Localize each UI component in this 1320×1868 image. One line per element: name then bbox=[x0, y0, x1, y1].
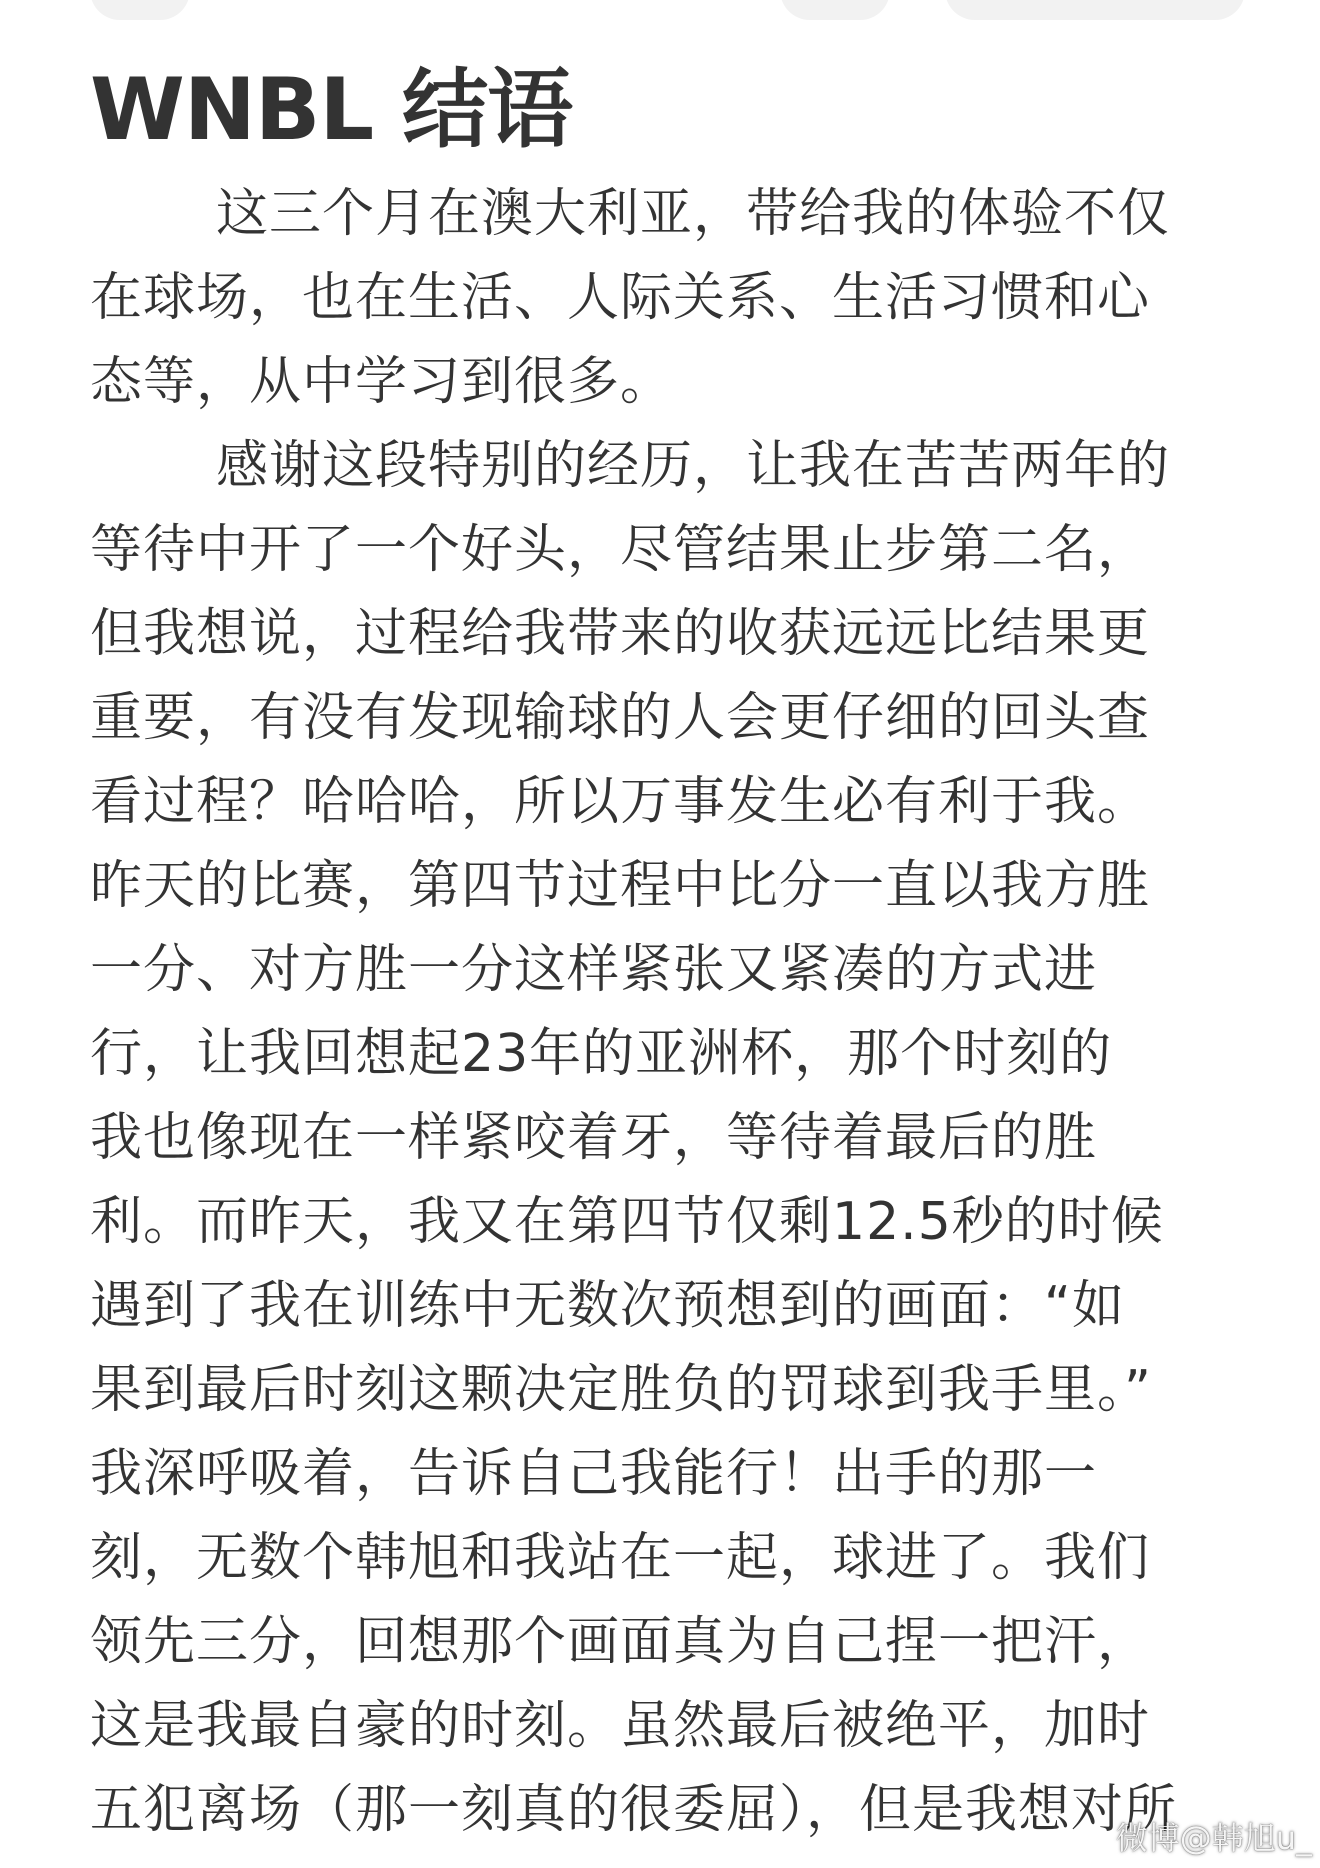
toolbar-button-right[interactable] bbox=[945, 0, 1245, 20]
article-title: WNBL 结语 bbox=[90, 60, 573, 160]
paragraph-line: 等待中开了一个好头，尽管结果止步第二名， bbox=[90, 520, 1151, 580]
toolbar-button-middle[interactable] bbox=[780, 0, 890, 20]
toolbar-button-left[interactable] bbox=[90, 0, 190, 20]
paragraph-line: 昨天的比赛，第四节过程中比分一直以我方胜 bbox=[90, 856, 1151, 916]
paragraph-line: 领先三分，回想那个画面真为自己捏一把汗， bbox=[90, 1612, 1151, 1672]
paragraph-line: 遇到了我在训练中无数次预想到的画面：“如 bbox=[90, 1276, 1125, 1336]
paragraph-line: 这是我最自豪的时刻。虽然最后被绝平，加时 bbox=[90, 1696, 1151, 1756]
paragraph-line: 我也像现在一样紧咬着牙，等待着最后的胜 bbox=[90, 1108, 1098, 1168]
paragraph-2 bbox=[90, 424, 1240, 1852]
paragraph-line: 重要，有没有发现输球的人会更仔细的回头查 bbox=[90, 688, 1151, 748]
paragraph-line: 看过程？哈哈哈，所以万事发生必有利于我。 bbox=[90, 772, 1151, 832]
paragraph-line: 感谢这段特别的经历，让我在苦苦两年的 bbox=[216, 436, 1171, 496]
paragraph-line: 五犯离场（那一刻真的很委屈），但是我想对所 bbox=[90, 1780, 1178, 1840]
paragraph-1 bbox=[90, 172, 1240, 424]
paragraph-line: 行，让我回想起23年的亚洲杯，那个时刻的 bbox=[90, 1024, 1113, 1084]
paragraph-line: 果到最后时刻这颗决定胜负的罚球到我手里。” bbox=[90, 1360, 1152, 1420]
paragraph-line: 我深呼吸着，告诉自己我能行！出手的那一 bbox=[90, 1444, 1098, 1504]
paragraph-line: 但我想说，过程给我带来的收获远远比结果更 bbox=[90, 604, 1151, 664]
weibo-watermark: 微博@韩旭u_ bbox=[1115, 1819, 1312, 1857]
paragraph-line: 刻，无数个韩旭和我站在一起，球进了。我们 bbox=[90, 1528, 1151, 1588]
paragraph-line: 利。而昨天，我又在第四节仅剩12.5秒的时候 bbox=[90, 1192, 1164, 1252]
paragraph-line: 一分、对方胜一分这样紧张又紧凑的方式进 bbox=[90, 940, 1098, 1000]
paragraph-line: 在球场，也在生活、人际关系、生活习惯和心 bbox=[90, 268, 1151, 328]
paragraph-line: 态等，从中学习到很多。 bbox=[90, 352, 674, 412]
paragraph-line: 这三个月在澳大利亚，带给我的体验不仅 bbox=[216, 184, 1171, 244]
article-body bbox=[90, 60, 1240, 1852]
top-toolbar-remnant bbox=[0, 0, 1320, 28]
